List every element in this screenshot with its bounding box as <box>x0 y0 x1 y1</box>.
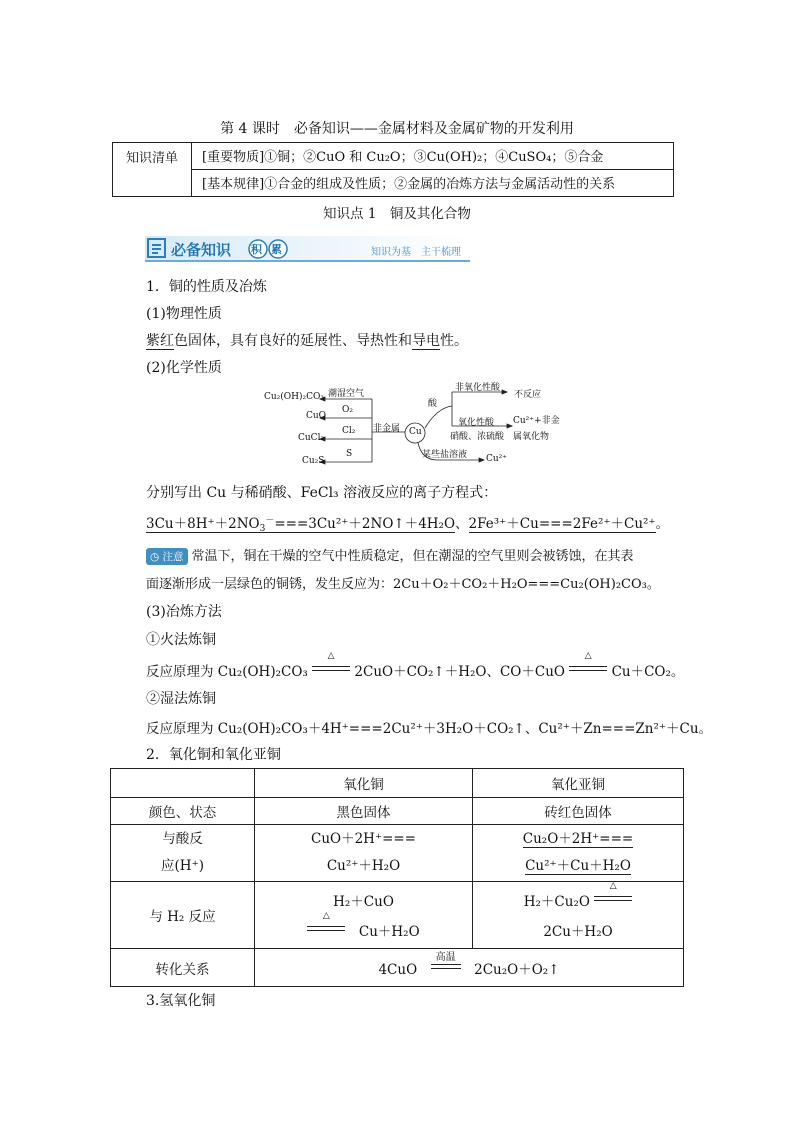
section-banner <box>145 236 470 263</box>
row-label-h2: 与 H₂ 反应 <box>111 882 255 949</box>
banner-title: 必备知识 <box>171 241 232 259</box>
physical-text: 色固体，具有良好的延展性、导热性和 <box>174 333 412 349</box>
copper-reaction-diagram <box>262 384 562 476</box>
copper-oxides-table <box>110 768 684 987</box>
chemical-heading: (2)化学性质 <box>146 360 222 376</box>
col-header-cu2o: 氧化亚铜 <box>473 769 684 798</box>
acid-oxidizing: 氧化性酸 <box>458 418 495 428</box>
heat-label-3: △ <box>322 911 330 921</box>
answer-conductive: 导电 <box>412 333 440 349</box>
product-cu2s: Cu₂S <box>302 456 325 466</box>
note-line-2: 面逐渐形成一层绿色的铜锈，发生反应为：2Cu＋O₂＋CO₂＋H₂O===Cu₂(OH)₂CO₃。 <box>146 577 660 592</box>
note-line-1 <box>146 545 634 565</box>
cu2o-acid-reaction <box>473 825 684 882</box>
ionic-eq-1-tail: ===3Cu²⁺＋2NO↑＋4H₂O <box>274 516 456 532</box>
cuo-acid-reaction <box>255 825 473 882</box>
high-temp-label: 高温 <box>435 951 456 963</box>
clock-icon: ◷ <box>150 551 160 563</box>
knowledge-list-row-1: [重要物质]①铜；②CuO 和 Cu₂O；③Cu(OH)₂；④CuSO₄；⑤合金 <box>192 143 674 170</box>
knowledge-point-heading: 知识点 1 铜及其化合物 <box>323 206 471 222</box>
ionic-separator: 、 <box>455 516 469 532</box>
banner-slogan: 知识为基 主干梳理 <box>371 247 461 258</box>
fire-eq-part-b: 2CuO＋CO₂↑＋H₂O、CO＋CuO <box>354 664 565 680</box>
cuo-color-state: 黑色固体 <box>255 798 473 825</box>
section-2-heading: 2．氧化铜和氧化亚铜 <box>146 747 281 763</box>
product-cucl2: CuCl₂ <box>298 433 325 443</box>
smelting-heading: (3)冶炼方法 <box>146 604 222 620</box>
ionic-eq-2: 2Fe³⁺＋Cu===2Fe²⁺＋Cu²⁺ <box>468 516 656 532</box>
product-malachite: Cu₂(OH)₂CO₃ <box>264 392 325 402</box>
cuo-acid-line-1: CuO＋2H⁺=== <box>310 831 416 847</box>
cuo-h2-reaction <box>255 882 473 949</box>
acid-nonoxidizing: 非氧化性酸 <box>455 383 501 393</box>
cu2o-h2-reaction <box>473 882 684 949</box>
physical-end: 性。 <box>440 333 468 349</box>
cu2o-acid-line-1 <box>474 826 682 853</box>
heat-label-2: △ <box>584 651 592 661</box>
acid-nitric-sulfuric: 硝酸、浓硫酸 <box>450 432 505 442</box>
note-text-1: 常温下，铜在干燥的空气中性质稳定，但在潮湿的空气里则会被锈蚀，在其表 <box>191 549 634 564</box>
reagent-cl2: Cl₂ <box>342 426 356 436</box>
fire-eq-part-a: 反应原理为 Cu₂(OH)₂CO₃ <box>146 664 308 680</box>
section-3-heading: 3.氢氧化铜 <box>146 993 216 1009</box>
ionic-end: 。 <box>655 516 670 532</box>
reagent-moist-air: 潮湿空气 <box>328 389 365 399</box>
product-cuo: CuO <box>306 411 327 421</box>
high-temp-sign <box>431 951 461 973</box>
banner-badge-1: 积 <box>251 243 262 256</box>
cu2o-acid-answer-2: Cu²⁺＋Cu＋H₂O <box>525 858 631 874</box>
page-title: 第 4 课时 必备知识——金属材料及金属矿物的开发利用 <box>220 121 574 137</box>
cuo-h2-line-1: H₂＋CuO <box>333 894 394 910</box>
heat-sign-3 <box>307 911 345 935</box>
reagent-o2: O₂ <box>342 405 353 415</box>
table-corner <box>111 769 255 798</box>
nitrate-sup: － <box>265 516 275 526</box>
center-cu: Cu <box>409 427 422 437</box>
ionic-eq-1-head: 3Cu＋8H⁺＋2NO <box>146 516 260 532</box>
ionic-prompt: 分别写出 Cu 与稀硝酸、FeCl₃ 溶液反应的离子方程式： <box>146 485 498 501</box>
cu2o-h2-reactants: H₂＋Cu₂O <box>523 894 590 910</box>
wet-smelting: ②湿法炼铜 <box>146 691 216 707</box>
physical-description <box>146 330 468 350</box>
branch-nonmetal: 非金属 <box>373 424 401 434</box>
section-1-heading: 1．铜的性质及冶炼 <box>146 279 267 295</box>
conversion-product: 2Cu₂O＋O₂↑ <box>474 961 560 978</box>
result-cu-ion-b: 属氧化物 <box>513 432 550 442</box>
cu2o-h2-product: 2Cu＋H₂O <box>543 924 613 940</box>
ionic-equations <box>146 512 669 534</box>
knowledge-list-row-2: [基本规律]①合金的组成及性质；②金属的冶炼方法与金属活动性的关系 <box>192 170 674 197</box>
wet-smelting-equation: 反应原理为 Cu₂(OH)₂CO₃＋4H⁺===2Cu²⁺＋3H₂O＋CO₂↑、Cu²⁺＋Zn===Zn²⁺＋Cu。 <box>146 721 713 737</box>
heat-sign-2 <box>569 651 607 675</box>
reagent-s: S <box>346 449 353 459</box>
result-cu-ion-a: Cu²⁺+非金 <box>513 416 560 426</box>
physical-heading: (1)物理性质 <box>146 306 222 322</box>
heat-sign-1 <box>312 651 350 675</box>
conversion-reactant: 4CuO <box>378 961 418 978</box>
branch-salt-solution: 某些盐溶液 <box>422 450 468 460</box>
ionic-eq-1 <box>146 516 455 533</box>
cu2o-acid-line-2 <box>474 853 682 880</box>
note-tag <box>146 548 188 565</box>
result-salt: Cu²⁺ <box>486 454 508 464</box>
note-tag-label: 注意 <box>162 551 184 563</box>
fire-smelting: ①火法炼铜 <box>146 632 216 648</box>
row-label-acid-line-2: 应(H⁺) <box>161 858 204 874</box>
fire-eq-part-c: Cu＋CO₂。 <box>611 664 685 680</box>
cuo-acid-line-2: Cu²⁺＋H₂O <box>326 858 401 874</box>
heat-sign-4 <box>594 881 632 905</box>
cuo-h2-product: Cu＋H₂O <box>358 924 420 940</box>
cu2o-h2-line-1 <box>474 881 682 910</box>
banner-badge-2: 累 <box>271 243 282 256</box>
row-label-acid-line-1: 与酸反 <box>162 831 203 847</box>
nitrate-sub: 3 <box>259 524 266 534</box>
knowledge-list-header: 知识清单 <box>113 143 192 197</box>
row-label-color-state: 颜色、状态 <box>111 798 255 825</box>
row-label-acid <box>111 825 255 882</box>
col-header-cuo: 氧化铜 <box>255 769 473 798</box>
knowledge-list-table <box>112 142 674 197</box>
answer-purple-red: 紫红 <box>146 333 174 349</box>
branch-acid: 酸 <box>428 399 438 409</box>
heat-label-4: △ <box>609 881 617 891</box>
heat-label-1: △ <box>327 651 335 661</box>
cuo-h2-line-2 <box>256 911 471 940</box>
fire-smelting-equation <box>146 651 685 680</box>
row-label-conversion: 转化关系 <box>111 949 255 987</box>
cu2o-color-state: 砖红色固体 <box>473 798 684 825</box>
result-no-reaction: 不反应 <box>514 390 542 400</box>
cu2o-acid-answer-1: Cu₂O＋2H⁺=== <box>522 831 634 847</box>
conversion-relation <box>255 949 684 987</box>
